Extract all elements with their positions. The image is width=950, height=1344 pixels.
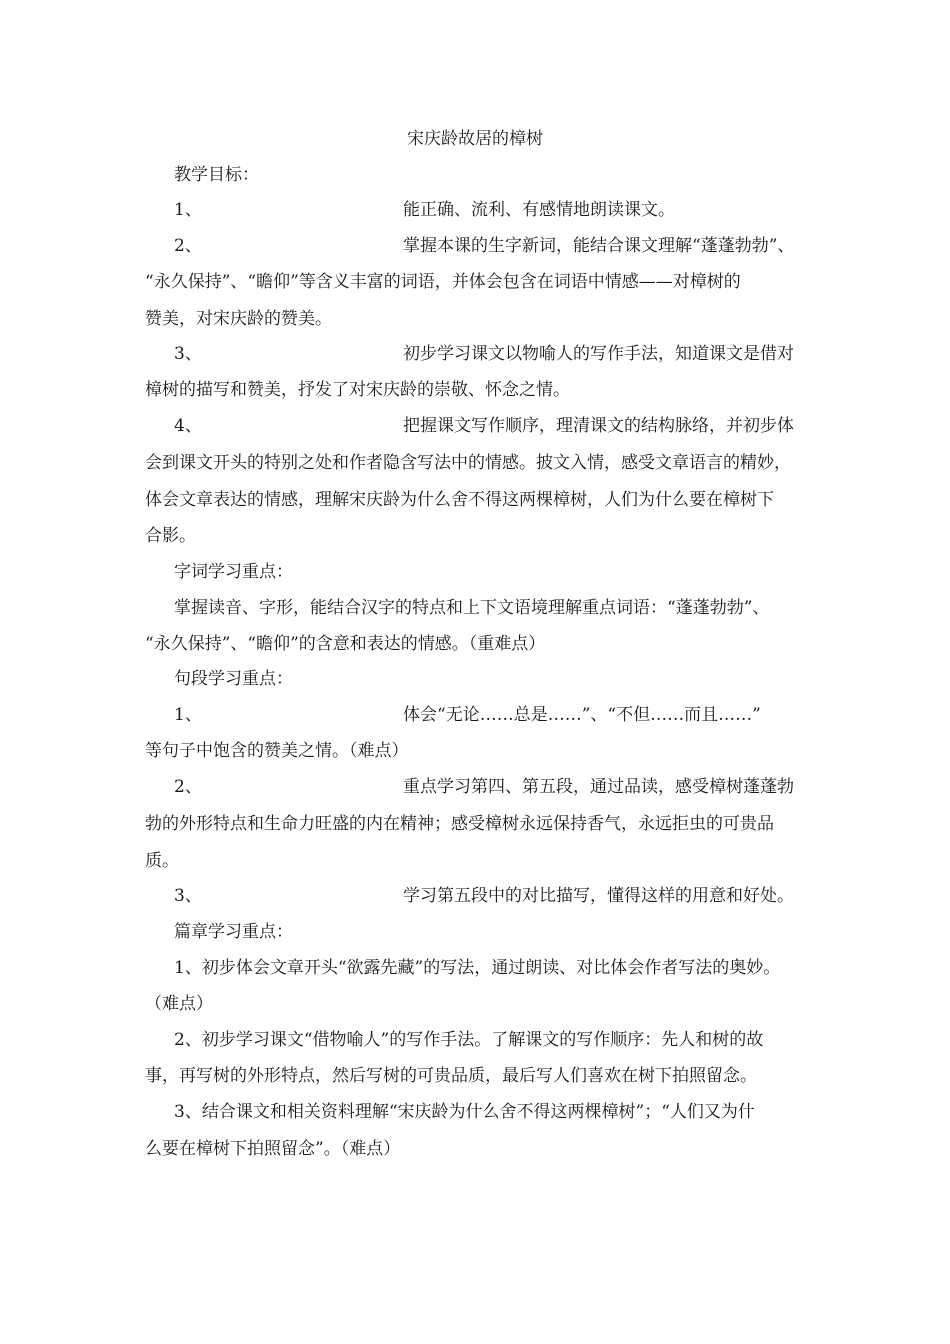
goal-text-line: 能正确、流利、有感情地朗读课文。 — [403, 200, 675, 220]
section-heading-teaching-goals: 教学目标： — [174, 165, 259, 185]
document-title: 宋庆龄故居的樟树 — [407, 129, 543, 149]
goal-text-line: “永久保持”、“瞻仰”等含义丰富的词语，并体会包含在词语中情感——对樟树的 — [145, 272, 741, 292]
sentence-focus-number: 1、 — [174, 705, 202, 725]
sentence-focus-line: 质。 — [145, 851, 179, 871]
sentence-focus-line: 体会“无论……总是……”、“不但……而且……” — [403, 705, 761, 725]
goal-text-line: 把握课文写作顺序，理清课文的结构脉络，并初步体 — [403, 416, 794, 436]
goal-text-line: 会到课文开头的特别之处和作者隐含写法中的情感。披文入情，感受文章语言的精妙， — [145, 453, 791, 473]
word-focus-line: 掌握读音、字形，能结合汉字的特点和上下文语境理解重点词语：“蓬蓬勃勃”、 — [174, 598, 770, 618]
chapter-focus-line: 么要在樟树下拍照留念”。（难点） — [145, 1139, 401, 1159]
goal-number: 3、 — [174, 344, 202, 364]
sentence-focus-number: 2、 — [174, 777, 202, 797]
chapter-focus-line: 1、初步体会文章开头“欲露先藏”的写法，通过朗读、对比体会作者写法的奥妙。 — [174, 958, 781, 978]
sentence-focus-line: 学习第五段中的对比描写，懂得这样的用意和好处。 — [403, 886, 794, 906]
chapter-focus-line: 2、初步学习课文“借物喻人”的写作手法。了解课文的写作顺序：先人和树的故 — [174, 1030, 764, 1050]
section-heading-sentence-focus: 句段学习重点： — [174, 669, 293, 689]
goal-text-line: 樟树的描写和赞美，抒发了对宋庆龄的崇敬、怀念之情。 — [145, 380, 570, 400]
goal-number: 1、 — [174, 200, 202, 220]
section-heading-chapter-focus: 篇章学习重点： — [174, 922, 293, 942]
goal-number: 4、 — [174, 416, 202, 436]
sentence-focus-line: 等句子中饱含的赞美之情。（难点） — [145, 741, 409, 761]
chapter-focus-line: 3、结合课文和相关资料理解“宋庆龄为什么舍不得这两棵樟树”；“人们又为什 — [174, 1102, 755, 1122]
chapter-focus-line: （难点） — [145, 994, 213, 1014]
goal-number: 2、 — [174, 236, 202, 256]
goal-text-line: 体会文章表达的情感，理解宋庆龄为什么舍不得这两棵樟树，人们为什么要在樟树下 — [145, 490, 774, 510]
sentence-focus-line: 重点学习第四、第五段，通过品读，感受樟树蓬蓬勃 — [403, 777, 794, 797]
chapter-focus-line: 事，再写树的外形特点，然后写树的可贵品质，最后写人们喜欢在树下拍照留念。 — [145, 1066, 757, 1086]
goal-text-line: 掌握本课的生字新词，能结合课文理解“蓬蓬勃勃”、 — [403, 236, 795, 256]
goal-text-line: 合影。 — [145, 526, 196, 546]
goal-text-line: 赞美，对宋庆龄的赞美。 — [145, 309, 332, 329]
sentence-focus-line: 勃的外形特点和生命力旺盛的内在精神；感受樟树永远保持香气，永远拒虫的可贵品 — [145, 814, 774, 834]
word-focus-line: “永久保持”、“瞻仰”的含意和表达的情感。（重难点） — [145, 634, 546, 654]
goal-text-line: 初步学习课文以物喻人的写作手法，知道课文是借对 — [403, 344, 794, 364]
section-heading-word-focus: 字词学习重点： — [174, 562, 293, 582]
sentence-focus-number: 3、 — [174, 886, 202, 906]
